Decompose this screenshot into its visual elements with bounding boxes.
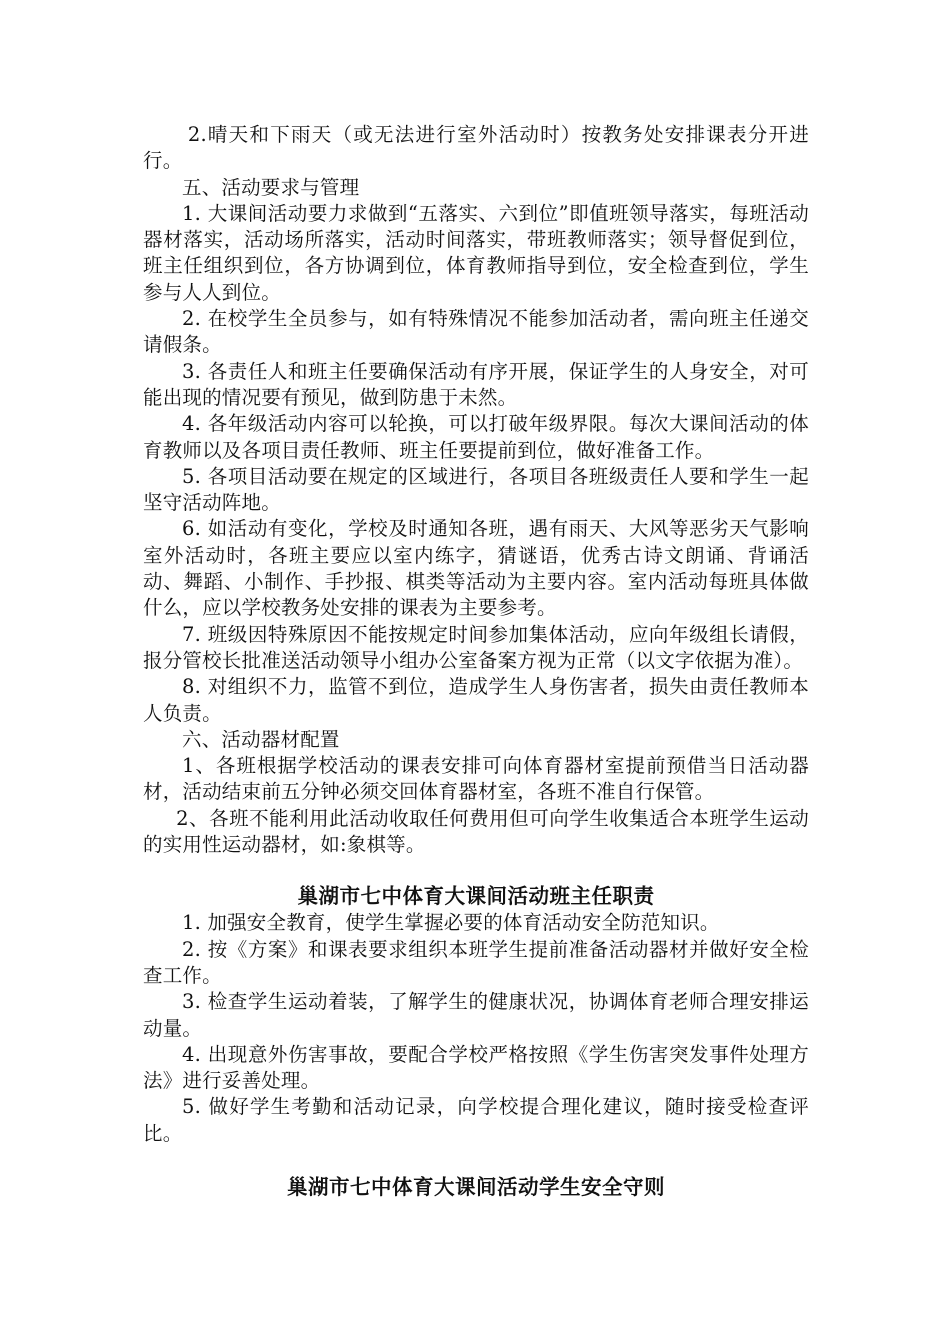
paragraph: 3. 检查学生运动着装，了解学生的健康状况，协调体育老师合理安排运动量。: [143, 990, 809, 1040]
paragraph: 5. 各项目活动要在规定的区域进行，各项目各班级责任人要和学生一起坚守活动阵地。: [143, 464, 809, 515]
paragraph: 1、各班根据学校活动的课表安排可向体育器材室提前预借当日活动器材，活动结束前五分钟必须交回体育器材室，各班不准自行保管。: [143, 754, 809, 804]
paragraph: 2、各班不能利用此活动收取任何费用但可向学生收集适合本班学生运动的实用性运动器材，如:象棋等。: [143, 806, 809, 857]
paragraph: 2.晴天和下雨天（或无法进行室外活动时）按教务处安排课表分开进行。: [143, 123, 809, 173]
section-student-safety-rules: [143, 1173, 809, 1201]
paragraph: 1. 加强安全教育，使学生掌握必要的体育活动安全防范知识。: [182, 911, 720, 935]
paragraph: 2. 在校学生全员参与，如有特殊情况不能参加活动者，需向班主任递交请假条。: [143, 307, 809, 357]
paragraph: 2. 按《方案》和课表要求组织本班学生提前准备活动器材并做好安全检查工作。: [143, 937, 809, 987]
paragraph: 1. 大课间活动要力求做到“五落实、六到位”即值班领导落实，每班活动器材落实，活动场所落实，活动时间落实，带班教师落实；领导督促到位，班主任组织到位，各方协调到位，体育教师指导到位，安全检查到位，学生参与人人到位。: [143, 201, 809, 304]
paragraph: 3. 各责任人和班主任要确保活动有序开展，保证学生的人身安全，对可能出现的情况要有预见，做到防患于未然。: [143, 359, 809, 409]
document-page: [143, 122, 809, 1201]
section-heading: 六、活动器材配置: [182, 727, 340, 751]
section-activity-management: [143, 122, 809, 858]
paragraph: 5. 做好学生考勤和活动记录，向学校提合理化建议，随时接受检查评比。: [143, 1095, 809, 1145]
section-head-teacher-duties: [143, 882, 809, 1147]
section-title: 巢湖市七中体育大课间活动学生安全守则: [287, 1174, 665, 1199]
section-heading: 五、活动要求与管理: [182, 175, 360, 199]
paragraph: 4. 出现意外伤害事故，要配合学校严格按照《学生伤害突发事件处理方法》进行妥善处理。: [143, 1042, 809, 1093]
paragraph: 7. 班级因特殊原因不能按规定时间参加集体活动，应向年级组长请假，报分管校长批准送活动领导小组办公室备案方视为正常（以文字依据为准）。: [143, 622, 809, 672]
paragraph: 4. 各年级活动内容可以轮换，可以打破年级界限。每次大课间活动的体育教师以及各项目责任教师、班主任要提前到位，做好准备工作。: [143, 412, 809, 462]
paragraph: 8. 对组织不力，监管不到位，造成学生人身伤害者，损失由责任教师本人负责。: [143, 675, 809, 725]
section-title: 巢湖市七中体育大课间活动班主任职责: [297, 884, 655, 909]
paragraph: 6. 如活动有变化，学校及时通知各班，遇有雨天、大风等恶劣天气影响室外活动时，各班主要应以室内练字，猜谜语，优秀古诗文朗诵、背诵活动、舞蹈、小制作、手抄报、棋类等活动为主要内容。室内活动每班具体做什么，应以学校教务处安排的课表为主要参考。: [143, 517, 809, 620]
